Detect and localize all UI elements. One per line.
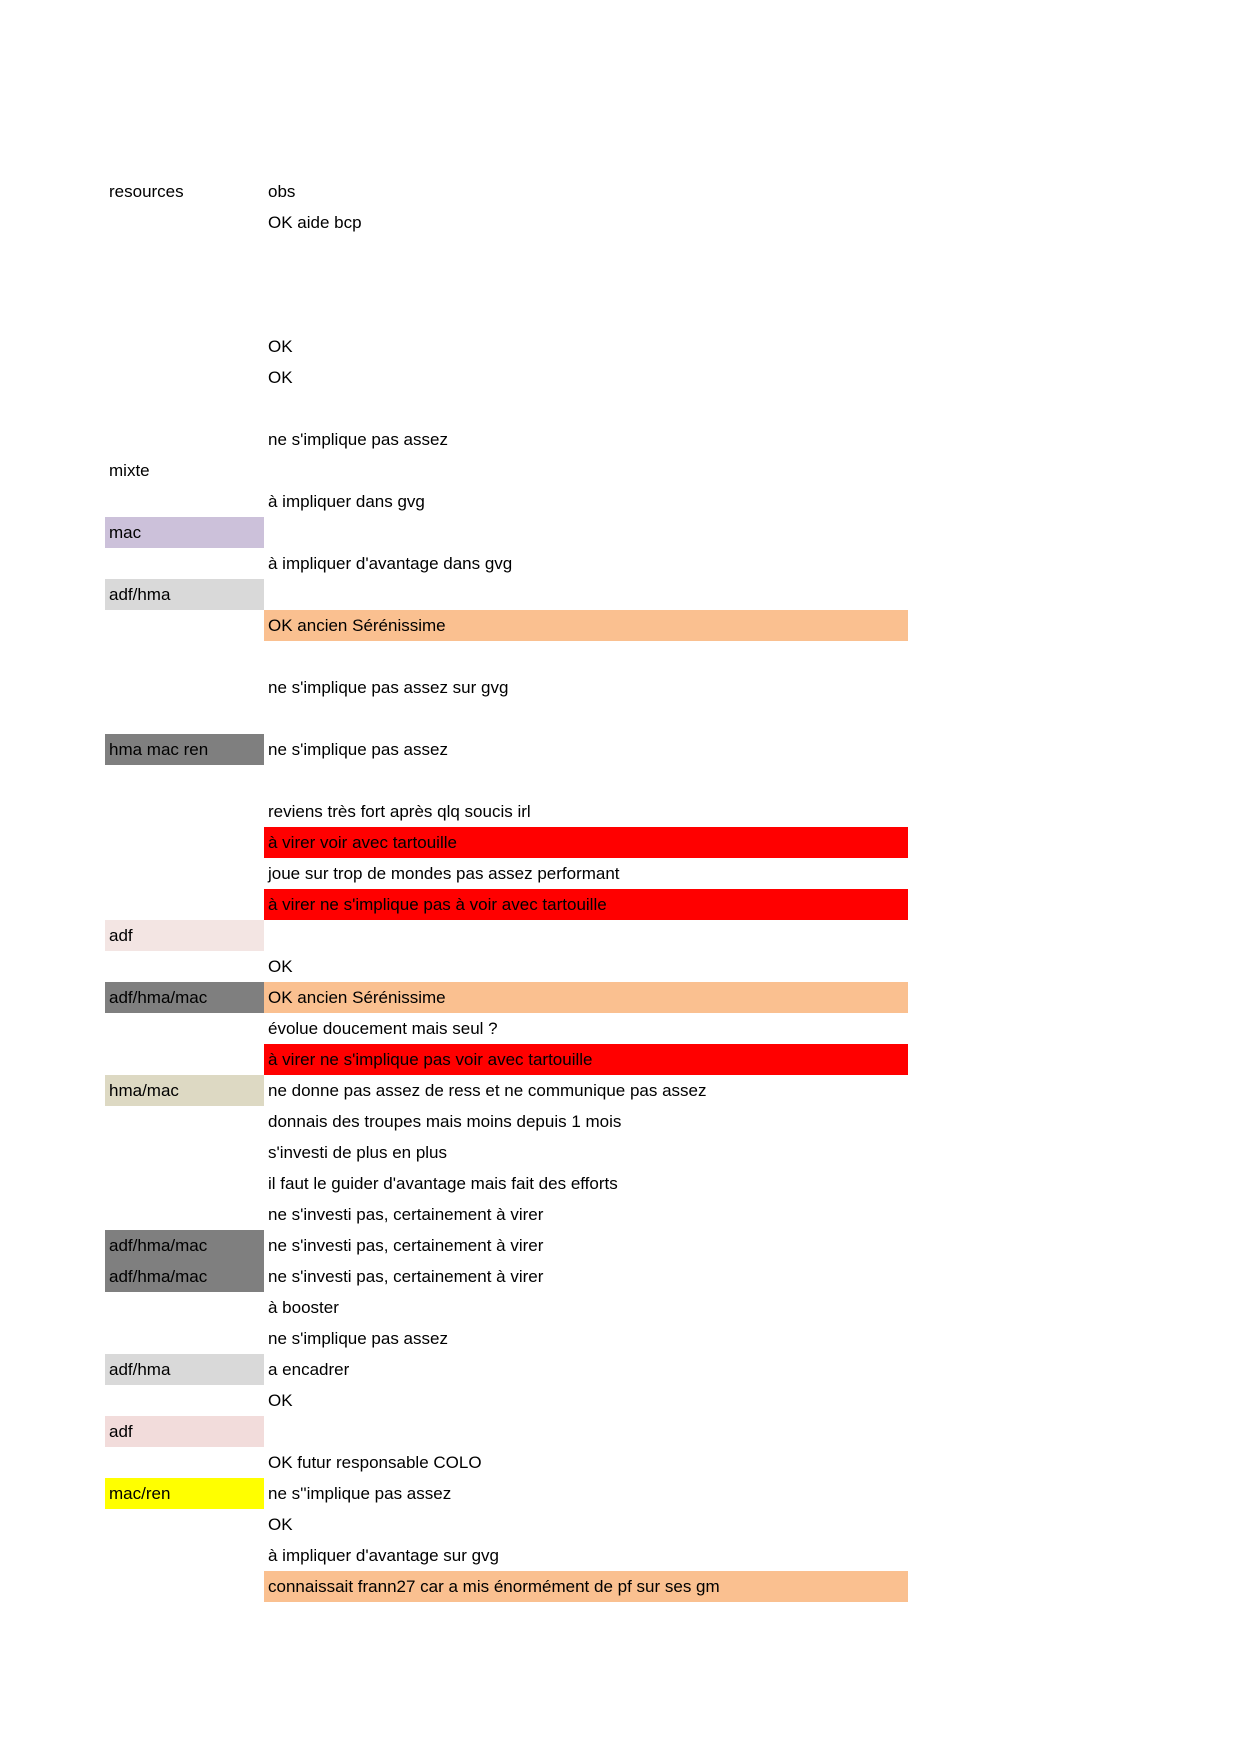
resource-cell[interactable] bbox=[105, 1168, 264, 1199]
table-row bbox=[0, 300, 1241, 331]
spreadsheet-grid bbox=[0, 176, 1241, 1602]
obs-cell[interactable]: à virer ne s'implique pas voir avec tartouille bbox=[264, 1044, 908, 1075]
obs-cell[interactable]: il faut le guider d'avantage mais fait des efforts bbox=[268, 1174, 618, 1193]
table-row bbox=[0, 1013, 1241, 1044]
resource-cell[interactable] bbox=[105, 300, 264, 331]
resource-cell[interactable] bbox=[105, 1447, 264, 1478]
table-row bbox=[0, 548, 1241, 579]
table-row bbox=[0, 672, 1241, 703]
obs-cell[interactable]: donnais des troupes mais moins depuis 1 mois bbox=[268, 1112, 622, 1131]
obs-cell[interactable]: OK bbox=[268, 1391, 293, 1410]
resource-cell[interactable] bbox=[105, 1199, 264, 1230]
obs-cell[interactable] bbox=[264, 641, 268, 672]
table-row bbox=[0, 1323, 1241, 1354]
obs-cell[interactable]: à virer ne s'implique pas à voir avec tartouille bbox=[264, 889, 908, 920]
resource-cell[interactable]: hma mac ren bbox=[105, 734, 264, 765]
table-row bbox=[0, 734, 1241, 765]
obs-cell[interactable]: ne s'investi pas, certainement à virer bbox=[268, 1267, 544, 1286]
table-row bbox=[0, 703, 1241, 734]
obs-cell[interactable]: a encadrer bbox=[268, 1360, 350, 1379]
resource-cell[interactable]: adf bbox=[105, 1416, 264, 1447]
obs-cell[interactable] bbox=[264, 1416, 268, 1447]
header-row bbox=[0, 176, 1241, 207]
table-row bbox=[0, 1478, 1241, 1509]
table-row bbox=[0, 1416, 1241, 1447]
table-row bbox=[0, 1168, 1241, 1199]
resource-cell[interactable]: adf bbox=[105, 920, 264, 951]
table-row bbox=[0, 1106, 1241, 1137]
obs-cell[interactable]: ne donne pas assez de ress et ne communique pas assez bbox=[268, 1081, 707, 1100]
table-row bbox=[0, 1509, 1241, 1540]
resource-cell[interactable]: adf/hma/mac bbox=[105, 1230, 264, 1261]
resource-cell[interactable] bbox=[105, 1323, 264, 1354]
table-row bbox=[0, 1447, 1241, 1478]
resource-cell[interactable] bbox=[105, 641, 264, 672]
table-row bbox=[0, 269, 1241, 300]
obs-cell[interactable]: reviens très fort après qlq soucis irl bbox=[268, 802, 531, 821]
resource-cell[interactable] bbox=[105, 610, 264, 641]
table-row bbox=[0, 827, 1241, 858]
table-row bbox=[0, 796, 1241, 827]
resource-cell[interactable]: adf/hma bbox=[105, 579, 264, 610]
resource-cell[interactable] bbox=[105, 765, 264, 796]
table-row bbox=[0, 207, 1241, 238]
resource-cell[interactable] bbox=[105, 207, 264, 238]
obs-cell[interactable]: ne s'investi pas, certainement à virer bbox=[268, 1205, 544, 1224]
table-row bbox=[0, 1230, 1241, 1261]
resource-cell[interactable] bbox=[105, 1106, 264, 1137]
resource-cell[interactable] bbox=[105, 362, 264, 393]
obs-cell[interactable]: ne s'implique pas assez sur gvg bbox=[268, 678, 509, 697]
resource-cell[interactable] bbox=[105, 1540, 264, 1571]
resource-cell[interactable] bbox=[105, 889, 264, 920]
table-row bbox=[0, 1385, 1241, 1416]
obs-cell[interactable]: à impliquer d'avantage sur gvg bbox=[268, 1546, 499, 1565]
obs-cell[interactable]: OK ancien Sérénissime bbox=[264, 610, 908, 641]
resource-cell[interactable] bbox=[105, 827, 264, 858]
resource-cell[interactable]: mac bbox=[105, 517, 264, 548]
resource-cell[interactable] bbox=[105, 796, 264, 827]
obs-cell[interactable]: à virer voir avec tartouille bbox=[264, 827, 908, 858]
resource-cell[interactable] bbox=[105, 703, 264, 734]
obs-cell[interactable]: OK ancien Sérénissime bbox=[264, 982, 908, 1013]
table-row bbox=[0, 1540, 1241, 1571]
obs-cell[interactable] bbox=[264, 393, 268, 424]
table-row bbox=[0, 858, 1241, 889]
obs-cell[interactable]: à impliquer dans gvg bbox=[268, 492, 425, 511]
obs-cell[interactable]: évolue doucement mais seul ? bbox=[268, 1019, 498, 1038]
table-row bbox=[0, 579, 1241, 610]
obs-cell[interactable]: connaissait frann27 car a mis énormément de pf sur ses gm bbox=[264, 1571, 908, 1602]
resource-cell[interactable]: mixte bbox=[109, 461, 150, 480]
table-row bbox=[0, 331, 1241, 362]
obs-cell[interactable]: OK bbox=[268, 957, 293, 976]
obs-cell[interactable] bbox=[264, 300, 268, 331]
table-row bbox=[0, 951, 1241, 982]
obs-cell[interactable] bbox=[264, 238, 268, 269]
resource-cell[interactable] bbox=[105, 424, 264, 455]
table-row bbox=[0, 517, 1241, 548]
table-row bbox=[0, 1292, 1241, 1323]
resource-cell[interactable] bbox=[105, 1571, 264, 1602]
table-row bbox=[0, 889, 1241, 920]
obs-cell[interactable] bbox=[264, 517, 268, 548]
obs-cell[interactable]: ne s'implique pas assez bbox=[268, 740, 448, 759]
obs-cell[interactable]: OK bbox=[268, 368, 293, 387]
resource-cell[interactable]: mac/ren bbox=[105, 1478, 264, 1509]
table-row bbox=[0, 1261, 1241, 1292]
table-row bbox=[0, 424, 1241, 455]
resource-cell[interactable] bbox=[105, 393, 264, 424]
obs-cell[interactable] bbox=[264, 703, 268, 734]
resource-cell[interactable] bbox=[105, 1044, 264, 1075]
obs-cell[interactable]: ne s''implique pas assez bbox=[268, 1484, 452, 1503]
table-row bbox=[0, 362, 1241, 393]
resource-cell[interactable] bbox=[105, 1137, 264, 1168]
table-row bbox=[0, 393, 1241, 424]
obs-cell[interactable]: à booster bbox=[268, 1298, 339, 1317]
obs-cell[interactable]: OK aide bcp bbox=[268, 213, 362, 232]
table-row bbox=[0, 238, 1241, 269]
resource-cell[interactable]: adf/hma/mac bbox=[105, 1261, 264, 1292]
obs-cell[interactable] bbox=[264, 920, 268, 951]
resource-cell[interactable]: adf/hma/mac bbox=[105, 982, 264, 1013]
table-row bbox=[0, 1137, 1241, 1168]
table-row bbox=[0, 1571, 1241, 1602]
obs-cell[interactable] bbox=[264, 579, 268, 610]
table-row bbox=[0, 920, 1241, 951]
table-row bbox=[0, 1199, 1241, 1230]
resource-cell[interactable]: hma/mac bbox=[105, 1075, 264, 1106]
table-row bbox=[0, 641, 1241, 672]
table-row bbox=[0, 765, 1241, 796]
obs-cell[interactable]: ne s'implique pas assez bbox=[268, 430, 448, 449]
resource-cell[interactable] bbox=[105, 858, 264, 889]
resource-cell[interactable] bbox=[105, 486, 264, 517]
table-row bbox=[0, 1044, 1241, 1075]
obs-cell[interactable]: ne s'implique pas assez bbox=[268, 1329, 448, 1348]
table-row bbox=[0, 486, 1241, 517]
resource-cell[interactable] bbox=[105, 1013, 264, 1044]
resource-cell[interactable]: adf/hma bbox=[105, 1354, 264, 1385]
obs-cell[interactable]: OK bbox=[268, 337, 293, 356]
table-row bbox=[0, 610, 1241, 641]
obs-cell[interactable]: ne s'investi pas, certainement à virer bbox=[268, 1236, 544, 1255]
obs-cell[interactable]: à impliquer d'avantage dans gvg bbox=[268, 554, 513, 573]
resource-cell[interactable] bbox=[105, 269, 264, 300]
table-row bbox=[0, 1075, 1241, 1106]
resource-cell[interactable] bbox=[105, 238, 264, 269]
obs-cell[interactable]: OK futur responsable COLO bbox=[268, 1453, 482, 1472]
resource-cell[interactable] bbox=[105, 331, 264, 362]
table-row bbox=[0, 1354, 1241, 1385]
resource-cell[interactable] bbox=[105, 1385, 264, 1416]
obs-cell[interactable] bbox=[264, 269, 268, 300]
resource-cell[interactable] bbox=[105, 1509, 264, 1540]
obs-cell[interactable]: OK bbox=[268, 1515, 293, 1534]
table-row bbox=[0, 982, 1241, 1013]
resource-cell[interactable] bbox=[105, 1292, 264, 1323]
table-row bbox=[0, 455, 1241, 486]
resource-cell[interactable] bbox=[105, 672, 264, 703]
obs-cell[interactable] bbox=[264, 765, 268, 796]
column-header-obs[interactable]: obs bbox=[268, 182, 296, 201]
column-header-resources[interactable]: resources bbox=[109, 182, 184, 201]
resource-cell[interactable] bbox=[105, 951, 264, 982]
obs-cell[interactable] bbox=[264, 455, 268, 486]
resource-cell[interactable] bbox=[105, 548, 264, 579]
obs-cell[interactable]: s'investi de plus en plus bbox=[268, 1143, 448, 1162]
obs-cell[interactable]: joue sur trop de mondes pas assez performant bbox=[268, 864, 620, 883]
